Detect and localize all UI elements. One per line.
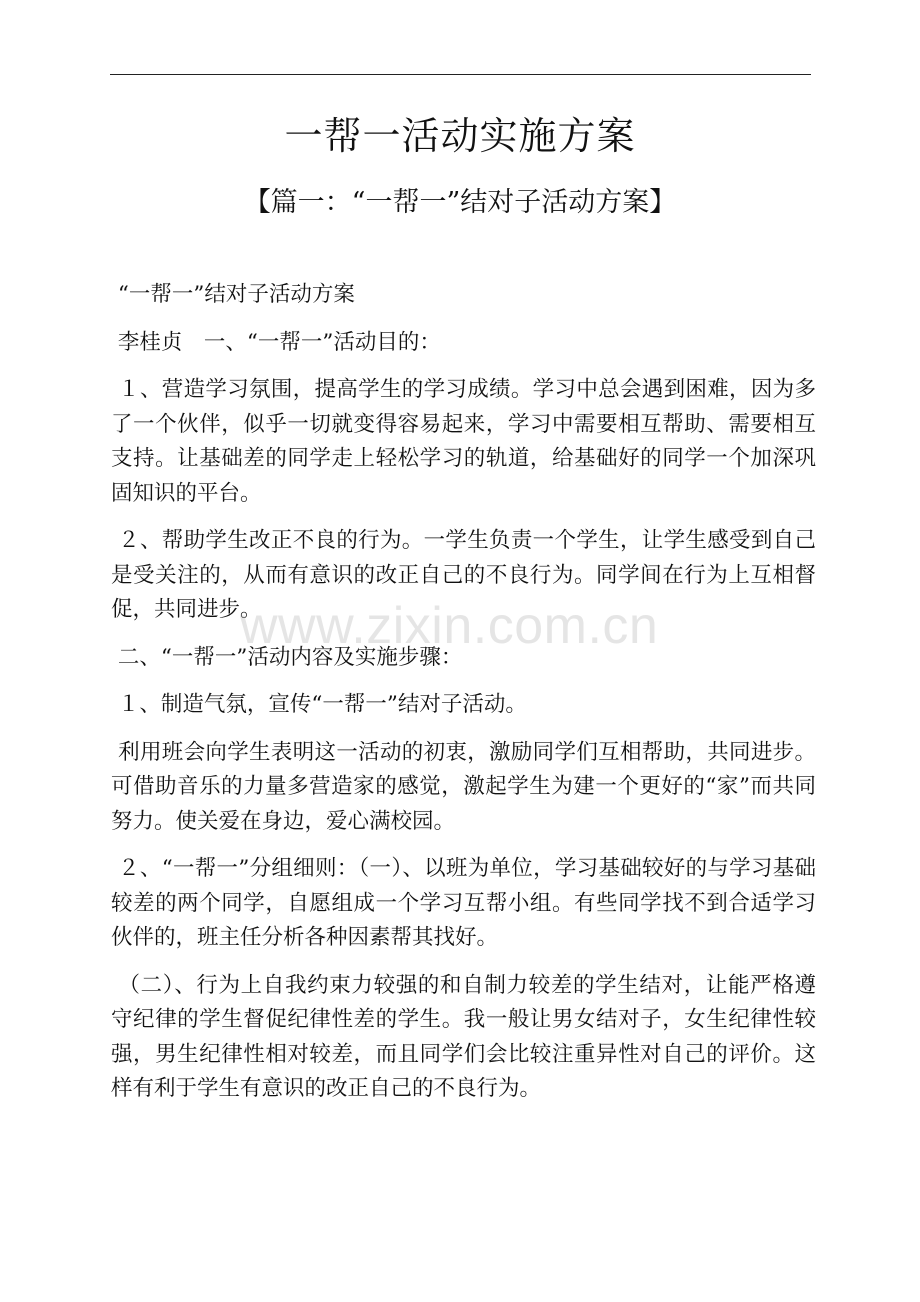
paragraph-step-1-detail: 利用班会向学生表明这一活动的初衷，激励同学们互相帮助，共同进步。可借助音乐的力量多营造家的感觉，激起学生为建一个更好的“家”而共同努力。使关爱在身边，爱心满校园。 xyxy=(111,739,816,834)
paragraph-purpose-2: ２、帮助学生改正不良的行为。一学生负责一个学生，让学生感受到自己是受关注的，从而有意识的改正自己的不良行为。同学间在行为上互相督促，共同进步。 xyxy=(111,528,816,622)
document-body xyxy=(111,278,816,1120)
paragraph-heading: “一帮一”结对子活动方案 xyxy=(111,282,355,307)
paragraph-section-two: 二、“一帮一”活动内容及实施步骤： xyxy=(111,644,463,670)
watermark-text: www.zixin.com.cn xyxy=(240,597,659,655)
paragraph-author-section-one: 李桂贞 一、“一帮一”活动目的： xyxy=(111,329,441,355)
header-rule xyxy=(110,74,811,75)
document-title: 一帮一活动实施方案 xyxy=(284,114,636,158)
paragraph-step-1: １、制造气氛，宣传“一帮一”结对子活动。 xyxy=(111,692,527,717)
paragraph-purpose-1: １、营造学习氛围，提高学生的学习成绩。学习中总会遇到困难，因为多了一个伙伴，似乎一切就变得容易起来，学习中需要相互帮助、需要相互支持。让基础差的同学走上轻松学习的轨道，给基础好的同学一个加深巩固知识的平台。 xyxy=(111,377,816,506)
paragraph-step-2: ２、“一帮一”分组细则：（一）、以班为单位，学习基础较好的与学习基础较差的两个同学，自愿组成一个学习互帮小组。有些同学找不到合适学习伙伴的，班主任分析各种因素帮其找好。 xyxy=(111,856,816,950)
document-subtitle: 【篇一：“一帮一”结对子活动方案】 xyxy=(243,187,677,218)
paragraph-step-2-part-2: （二）、行为上自我约束力较强的和自制力较差的学生结对，让能严格遵守纪律的学生督促纪律性差的学生。我一般让男女结对子，女生纪律性较强，男生纪律性相对较差，而且同学们会比较注重异性对自己的评价。这样有利于学生有意识的改正自己的不良行为。 xyxy=(111,972,816,1101)
